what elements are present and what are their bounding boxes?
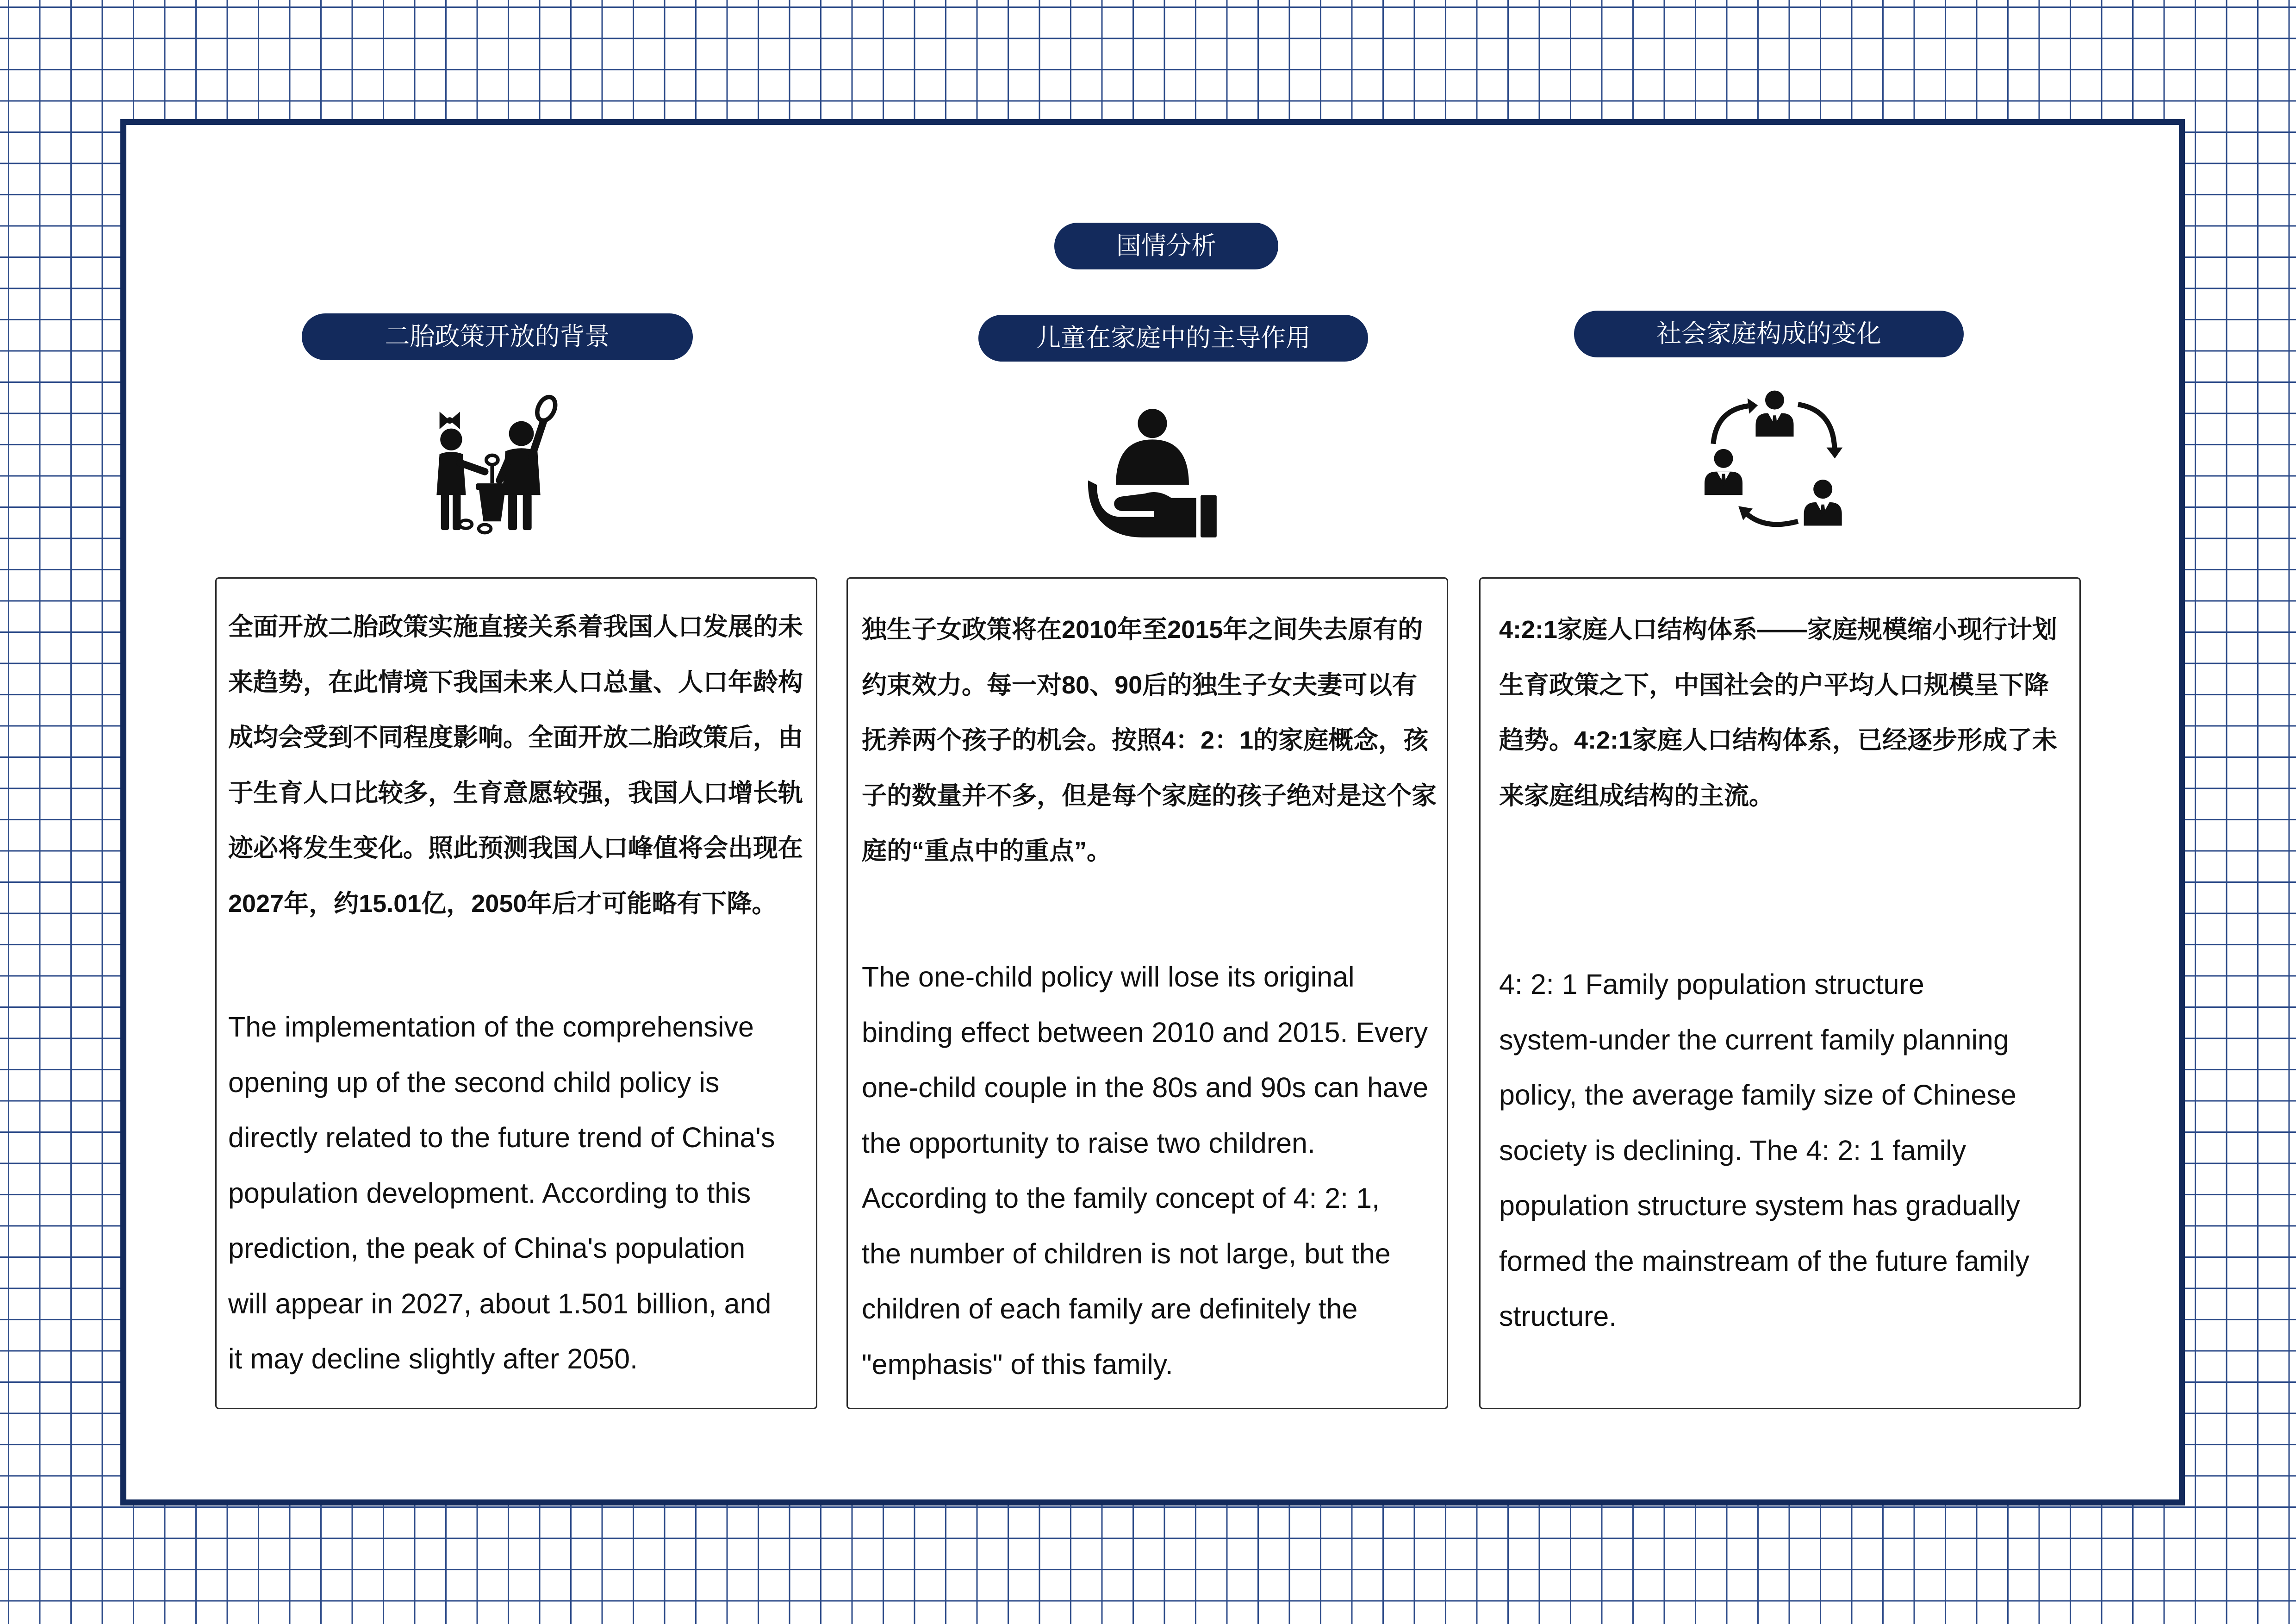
section-heading-child-role: 儿童在家庭中的主导作用 <box>978 315 1368 362</box>
text-line: 迹必将发生变化。照此预测我国人口峰值将会出现在 <box>228 834 803 862</box>
text-line: 约束效力。每一对80、90后的独生子女夫妻可以有 <box>862 671 1418 699</box>
text-line: 生育政策之下，中国社会的户平均人口规模呈下降 <box>1499 671 2049 699</box>
section-heading-second-child-policy: 二胎政策开放的背景 <box>302 313 693 360</box>
text-line: will appear in 2027, about 1.501 billion, and <box>228 1287 772 1319</box>
person-figure <box>1116 409 1189 485</box>
english-paragraph <box>1499 957 2079 1344</box>
english-paragraph <box>862 949 1447 1392</box>
family-cycle-icon-graphic <box>1701 390 1848 530</box>
text-line: formed the mainstream of the future family <box>1499 1245 2029 1277</box>
hand-holding-person-icon-graphic <box>1087 407 1218 539</box>
text-line: 庭的“重点中的重点”。 <box>862 837 1112 865</box>
boy-figure <box>499 394 559 530</box>
chinese-paragraph <box>1499 602 2079 824</box>
text-line: 于生育人口比较多，生育意愿较强，我国人口增长轨 <box>228 779 803 807</box>
text-line: The one-child policy will lose its original <box>862 961 1355 993</box>
text-box-family-structure <box>1479 577 2081 1409</box>
text-line: population structure system has gradually <box>1499 1190 2020 1221</box>
text-line: 来家庭组成结构的主流。 <box>1499 781 1774 810</box>
page-title-pill: 国情分析 <box>1054 223 1278 269</box>
text-line: population development. According to this <box>228 1177 751 1209</box>
text-line: 2027年，约15.01亿，2050年后才可能略有下降。 <box>228 889 777 918</box>
text-line: 来趋势，在此情境下我国未来人口总量、人口年龄构 <box>228 668 803 696</box>
chinese-paragraph <box>228 600 816 931</box>
girl-figure <box>436 412 485 530</box>
open-hand <box>1088 481 1217 537</box>
text-line: system-under the current family planning <box>1499 1024 2009 1056</box>
children-planting-icon-graphic <box>434 393 562 536</box>
text-line: it may decline slightly after 2050. <box>228 1343 638 1374</box>
section-heading-family-structure: 社会家庭构成的变化 <box>1574 311 1964 357</box>
text-line: policy, the average family size of Chinese <box>1499 1079 2016 1111</box>
text-line: binding effect between 2010 and 2015. Every <box>862 1016 1428 1048</box>
text-line: 4: 2: 1 Family population structure <box>1499 968 1924 1000</box>
text-line: directly related to the future trend of China's <box>228 1122 775 1153</box>
text-box-child-role <box>846 577 1448 1409</box>
page-frame <box>120 119 2185 1505</box>
text-line: 抚养两个孩子的机会。按照4：2：1的家庭概念，孩 <box>862 726 1429 754</box>
text-line: society is declining. The 4: 2: 1 family <box>1499 1134 1966 1166</box>
english-paragraph <box>228 999 816 1387</box>
text-line: "emphasis" of this family. <box>862 1348 1173 1380</box>
seeds <box>460 520 491 533</box>
chinese-paragraph <box>862 602 1447 879</box>
text-line: According to the family concept of 4: 2: 1, <box>862 1182 1380 1214</box>
text-line: The implementation of the comprehensive <box>228 1011 754 1043</box>
text-line: 4:2:1家庭人口结构体系——家庭规模缩小现行计划 <box>1499 616 2058 643</box>
hand-holding-person-icon <box>1087 407 1218 539</box>
text-line: 趋势。4:2:1家庭人口结构体系，已经逐步形成了未 <box>1499 726 2058 754</box>
person-left <box>1705 449 1742 495</box>
text-box-second-child-policy <box>215 577 817 1409</box>
text-line: children of each family are definitely the <box>862 1293 1358 1324</box>
person-right <box>1804 480 1842 525</box>
person-top <box>1755 391 1793 437</box>
text-line: opening up of the second child policy is <box>228 1066 720 1098</box>
text-line: the opportunity to raise two children. <box>862 1127 1315 1159</box>
text-line: 成均会受到不同程度影响。全面开放二胎政策后，由 <box>228 724 803 751</box>
text-line: prediction, the peak of China's population <box>228 1232 746 1264</box>
text-line: 全面开放二胎政策实施直接关系着我国人口发展的未 <box>228 613 803 641</box>
text-line: one-child couple in the 80s and 90s can have <box>862 1072 1429 1103</box>
text-line: 独生子女政策将在2010年至2015年之间失去原有的 <box>862 616 1423 643</box>
children-planting-icon <box>434 393 562 536</box>
text-line: structure. <box>1499 1300 1617 1332</box>
text-line: 子的数量并不多，但是每个家庭的孩子绝对是这个家 <box>862 781 1437 810</box>
family-cycle-icon <box>1701 390 1848 530</box>
text-line: the number of children is not large, but the <box>862 1237 1391 1269</box>
